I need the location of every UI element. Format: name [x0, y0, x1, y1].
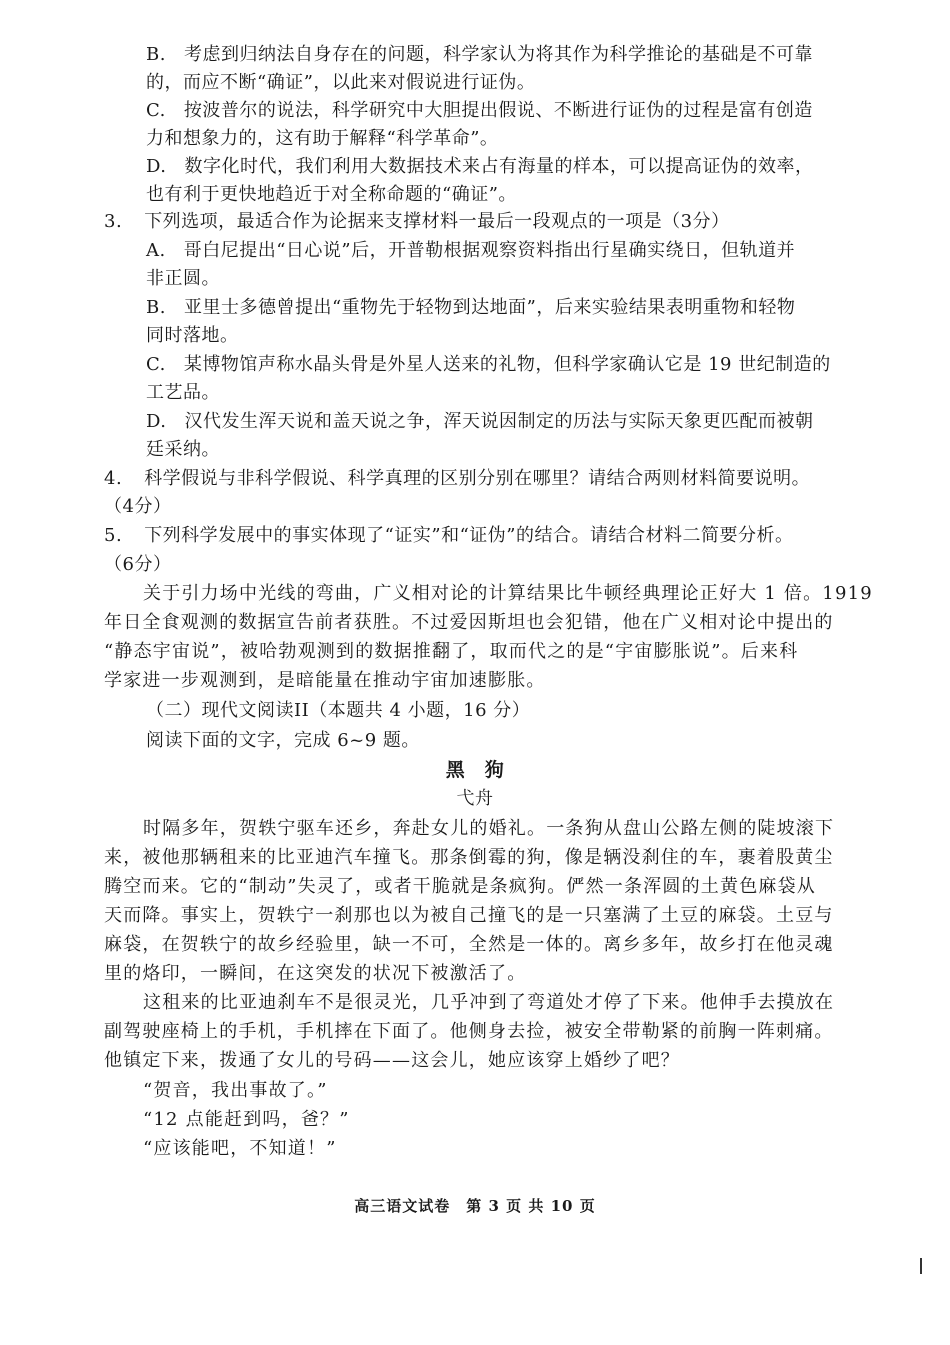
- option-text: 亚里士多德曾提出“重物先于轻物到达地面”，后来实验结果表明重物和轻物: [183, 297, 796, 318]
- story-dialogue: “12 点能赶到吗，爸？”: [143, 1109, 350, 1130]
- scan-mark: [920, 1258, 922, 1274]
- q5-score: （6分）: [104, 554, 172, 575]
- story-line: 天而降。事实上，贺轶宁一刹那也以为被自己撞飞的是一只塞满了土豆的麻袋。土豆与: [104, 905, 834, 926]
- q3-option-a: [146, 237, 795, 265]
- story-line: 他镇定下来，拨通了女儿的号码——这会儿，她应该穿上婚纱了吧？: [104, 1050, 680, 1071]
- story-title: 黑 狗: [445, 759, 505, 781]
- story-author: 弋舟: [456, 788, 494, 809]
- option-letter: C.: [146, 354, 166, 375]
- q3-option-c-cont: 工艺品。: [146, 382, 220, 403]
- q3-option-d: [146, 408, 814, 436]
- story-line: 这租来的比亚迪刹车不是很灵光，几乎冲到了弯道处才停了下来。他伸手去摸放在: [143, 992, 835, 1013]
- question-number: 5.: [104, 525, 123, 546]
- story-dialogue: “贺音，我出事故了。”: [143, 1080, 328, 1101]
- section-instruction: 阅读下面的文字，完成 6~9 题。: [146, 730, 420, 751]
- option-letter: B.: [146, 44, 166, 65]
- option-text: 数字化时代，我们利用大数据技术来占有海量的样本，可以提高证伪的效率，: [184, 156, 814, 177]
- question-number: 3.: [104, 211, 123, 232]
- question-text: 科学假说与非科学假说、科学真理的区别分别在哪里？请结合两则材料简要说明。: [144, 468, 811, 489]
- option-text: 汉代发生浑天说和盖天说之争，浑天说因制定的历法与实际天象更匹配而被朝: [184, 411, 814, 432]
- q4-score: （4分）: [104, 496, 172, 517]
- q3-option-a-cont: 非正圆。: [146, 268, 220, 289]
- option-text: 某博物馆声称水晶头骨是外星人送来的礼物，但科学家确认它是 19 世纪制造的: [183, 354, 831, 375]
- story-line: 时隔多年，贺轶宁驱车还乡，奔赴女儿的婚礼。一条狗从盘山公路左侧的陡坡滚下: [143, 818, 835, 839]
- q3-question: [104, 208, 730, 236]
- q2-option-b-cont: 的，而应不断“确证”，以此来对假说进行证伪。: [146, 72, 536, 93]
- q2-option-d-cont: 也有利于更快地趋近于对全称命题的“确证”。: [146, 184, 517, 205]
- q2-option-b: [146, 41, 813, 69]
- question-text: 下列选项，最适合作为论据来支撑材料一最后一段观点的一项是（3分）: [144, 211, 730, 232]
- story-line: 副驾驶座椅上的手机，手机摔在下面了。他侧身去捡，被安全带勒紧的前胸一阵刺痛。: [104, 1021, 834, 1042]
- q5-material-line: “静态宇宙说”，被哈勃观测到的数据推翻了，取而代之的是“宇宙膨胀说”。后来科: [104, 641, 799, 662]
- question-number: 4.: [104, 468, 123, 489]
- q5-material-line: 学家进一步观测到，是暗能量在推动宇宙加速膨胀。: [104, 670, 546, 691]
- option-text: 按波普尔的说法，科学研究中大胆提出假说、不断进行证伪的过程是富有创造: [183, 100, 813, 121]
- q5-material-line: 年日全食观测的数据宣告前者获胜。不过爱因斯坦也会犯错，他在广义相对论中提出的: [104, 612, 834, 633]
- story-dialogue: “应该能吧，不知道！”: [143, 1138, 337, 1159]
- q3-option-d-cont: 廷采纳。: [146, 439, 220, 460]
- option-letter: A.: [146, 240, 166, 261]
- story-line: 麻袋，在贺轶宁的故乡经验里，缺一不可，全然是一体的。离乡多年，故乡打在他灵魂: [104, 934, 834, 955]
- option-letter: B.: [146, 297, 166, 318]
- option-letter: C.: [146, 100, 166, 121]
- q5-question: [104, 522, 794, 550]
- option-letter: D.: [146, 156, 167, 177]
- q3-option-b-cont: 同时落地。: [146, 325, 239, 346]
- q2-option-d: [146, 153, 814, 181]
- question-text: 下列科学发展中的事实体现了“证实”和“证伪”的结合。请结合材料二简要分析。: [144, 525, 794, 546]
- story-line: 腾空而来。它的“制动”失灵了，或者干脆就是条疯狗。俨然一条浑圆的土黄色麻袋从: [104, 876, 817, 897]
- q5-material-line: 关于引力场中光线的弯曲，广义相对论的计算结果比牛顿经典理论正好大 1 倍。1919: [143, 583, 873, 604]
- q3-option-b: [146, 294, 795, 322]
- section-heading: （二）现代文阅读II（本题共 4 小题，16 分）: [146, 700, 531, 721]
- option-text: 考虑到归纳法自身存在的问题，科学家认为将其作为科学推论的基础是不可靠: [183, 44, 813, 65]
- q2-option-c-cont: 力和想象力的，这有助于解释“科学革命”。: [146, 128, 499, 149]
- q4-question: [104, 465, 810, 493]
- q3-option-c: [146, 351, 831, 379]
- story-line: 里的烙印，一瞬间，在这突发的状况下被激活了。: [104, 963, 527, 984]
- story-line: 来，被他那辆租来的比亚迪汽车撞飞。那条倒霉的狗，像是辆没刹住的车，裹着股黄尘: [104, 847, 834, 868]
- option-text: 哥白尼提出“日心说”后，开普勒根据观察资料指出行星确实绕日，但轨道并: [183, 240, 796, 261]
- page-footer: 高三语文试卷 第 3 页 共 10 页: [354, 1197, 596, 1215]
- option-letter: D.: [146, 411, 167, 432]
- q2-option-c: [146, 97, 813, 125]
